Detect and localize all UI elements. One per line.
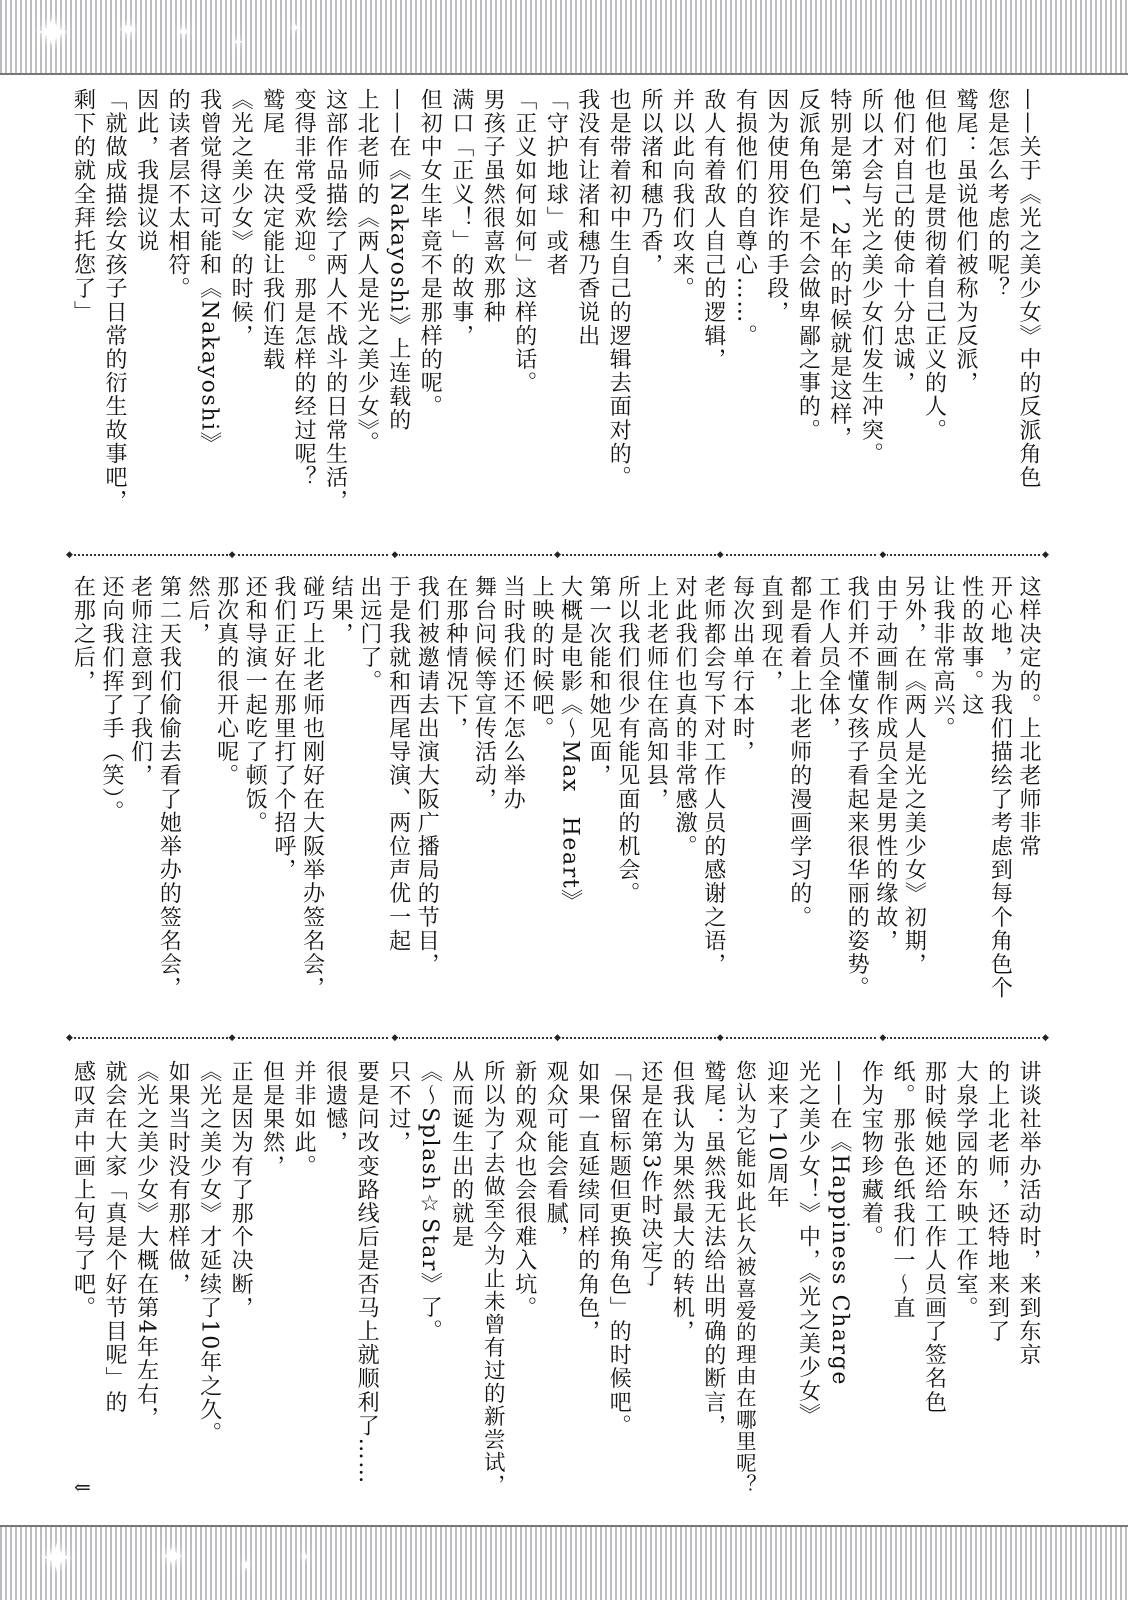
text-column: 大概是电影《～Max Heart》 bbox=[557, 575, 583, 913]
text-column: 都是看着上北老师的漫画学习的。 bbox=[786, 575, 812, 929]
sparkle-icon: ✦ bbox=[232, 35, 244, 51]
text-column: 要是问改变路线后是否马上就顺利了…… bbox=[354, 1060, 380, 1485]
text-column: 我们并不懂女孩子看起来很华丽的姿势。 bbox=[844, 575, 870, 1000]
text-column: 就会在大家「真是个好节目呢」的 bbox=[102, 1060, 128, 1414]
text-column: 的读者层不太相符。 bbox=[165, 88, 191, 301]
text-column: 您是怎么考虑的呢？ bbox=[984, 88, 1010, 301]
text-column: 变得非常受欢迎。那是怎样的经过呢？ bbox=[291, 88, 317, 490]
text-column: 所以我们很少有能见面的机会。 bbox=[614, 575, 640, 906]
text-column: 性的故事。这 bbox=[958, 575, 984, 717]
text-column: 舞台问候等宣传活动， bbox=[471, 575, 497, 811]
sparkle-icon: ✦ bbox=[176, 22, 192, 43]
text-column: 鹫尾：虽说他们被称为反派， bbox=[952, 88, 978, 395]
text-column: 讲谈社举办活动时，来到东京 bbox=[1016, 1060, 1041, 1367]
text-column: 我们正好在那里打了个招呼， bbox=[270, 575, 296, 882]
text-column: 第二天我们偷偷去看了她举办的签名会， bbox=[156, 575, 182, 1000]
text-column: 让我非常高兴。 bbox=[930, 575, 956, 741]
sparkle-icon: ✦ bbox=[300, 1550, 311, 1564]
text-column: 「正义如何如何」这样的话。 bbox=[511, 88, 537, 395]
text-column: 另外，在《两人是光之美少女》初期， bbox=[901, 575, 927, 977]
text-column: 剩下的就全拜托您了」 bbox=[70, 88, 96, 324]
text-column: 男孩子虽然很喜欢那种 bbox=[480, 88, 506, 324]
text-column: 他们对自己的使命十分忠诚， bbox=[889, 88, 915, 395]
text-column: 观众可能会看腻， bbox=[543, 1060, 569, 1249]
text-column: 反派角色们是不会做卑鄙之事的。 bbox=[795, 88, 821, 442]
text-column: 所以才会与光之美少女们发生冲突。 bbox=[858, 88, 884, 466]
section-divider: ◆ ◆ ◆ ◆ ◆ ◆ ◆ bbox=[66, 1032, 1049, 1043]
text-column: 《光之美少女》的时候， bbox=[228, 88, 254, 348]
interview-section-1 bbox=[70, 88, 1040, 542]
text-column: 上北老师住在高知县， bbox=[643, 575, 669, 811]
text-column: 并非如此。 bbox=[291, 1060, 317, 1178]
text-column: 鹫尾 在决定能让我们连载 bbox=[259, 88, 285, 372]
footer-band bbox=[0, 1525, 1128, 1600]
text-column: 老师注意到了我们， bbox=[127, 575, 153, 788]
text-column: 敌人有着敌人自己的逻辑， bbox=[700, 88, 726, 372]
text-column: 满口「正义！」的故事， bbox=[448, 88, 474, 348]
section-divider: ◆ ◆ ◆ ◆ ◆ ◆ ◆ bbox=[66, 549, 1049, 560]
interview-section-2 bbox=[70, 575, 1040, 1015]
text-column: 直到现在， bbox=[758, 575, 784, 693]
text-column: 还是在第3作时决定了 bbox=[637, 1060, 663, 1288]
text-column: 老师都会写下对工作人员的感谢之语， bbox=[700, 575, 726, 977]
text-column: 鹫尾：虽然我无法给出明确的断言， bbox=[700, 1060, 726, 1438]
text-column: 但是果然， bbox=[259, 1060, 285, 1178]
text-column: 并以此向我们攻来。 bbox=[669, 88, 695, 301]
text-column: 因此，我提议说 bbox=[133, 88, 159, 254]
text-column: 在那种情况下， bbox=[442, 575, 468, 741]
text-column: 当时我们还不怎么举办 bbox=[500, 575, 526, 811]
text-column: 这样决定的。上北老师非常 bbox=[1016, 575, 1041, 859]
text-column: 我们被邀请去出演大阪广播局的节目， bbox=[414, 575, 440, 977]
text-column: 作为宝物珍藏着。 bbox=[858, 1060, 884, 1249]
text-column: 在那之后， bbox=[70, 575, 96, 693]
text-column: 出远门了。 bbox=[356, 575, 382, 693]
text-column: 对此我们也真的非常感激。 bbox=[672, 575, 698, 859]
text-column: 碰巧上北老师也刚好在大阪举办签名会， bbox=[299, 575, 325, 1000]
text-column: 也是带着初中生自己的逻辑去面对的。 bbox=[606, 88, 632, 490]
text-column: 但他们也是贯彻着自己正义的人。 bbox=[921, 88, 947, 442]
text-column: 如果一直延续同样的角色， bbox=[574, 1060, 600, 1344]
text-column: 那时候她还给工作人员画了签名色 bbox=[921, 1060, 947, 1414]
text-column: 我没有让渚和穗乃香说出 bbox=[574, 88, 600, 348]
text-column: 由于动画制作成员全是男性的缘故， bbox=[872, 575, 898, 953]
text-column: 大泉学园的东映工作室。 bbox=[952, 1060, 978, 1320]
text-column: 《光之美少女》大概在第4年左右， bbox=[133, 1060, 159, 1430]
text-column: 「守护地球」或者 bbox=[543, 88, 569, 277]
text-column: 如果当时没有那样做， bbox=[165, 1060, 191, 1296]
text-column: 结果， bbox=[328, 575, 354, 646]
text-column: 但初中女生毕竟不是那样的呢。 bbox=[417, 88, 443, 419]
text-column: 感叹声中画上句号了吧。 bbox=[70, 1060, 96, 1320]
text-column: ——在《Happiness Charge bbox=[826, 1060, 852, 1387]
text-column: 第一次能和她见面， bbox=[586, 575, 612, 788]
text-column: 的上北老师，还特地来到了 bbox=[984, 1060, 1010, 1344]
text-column: ——关于《光之美少女》中的反派角色 bbox=[1016, 88, 1041, 490]
text-column: 这部作品描绘了两人不战斗的日常生活， bbox=[322, 88, 348, 513]
text-column: 新的观众也会很难入坑。 bbox=[511, 1060, 537, 1320]
text-column: 我曾觉得这可能和《Nakayoshi》 bbox=[196, 88, 222, 456]
text-column: 所以渚和穗乃香， bbox=[637, 88, 663, 277]
header-band bbox=[0, 0, 1128, 75]
sparkle-icon: ✦ bbox=[118, 16, 139, 44]
text-column: 从而诞生出的就是 bbox=[448, 1060, 474, 1249]
text-column: 上北老师的《两人是光之美少女》。 bbox=[354, 88, 380, 455]
text-column: 纸。那张色纸我们一～直 bbox=[889, 1060, 915, 1320]
text-column: 于是我就和西尾导演、两位声优一起 bbox=[385, 575, 411, 953]
sparkle-icon: ✦ bbox=[40, 1536, 74, 1582]
sparkle-icon: ✦ bbox=[290, 21, 301, 35]
text-column: 上映的时候吧。 bbox=[528, 575, 554, 741]
sparkle-icon: ✦ bbox=[160, 1540, 186, 1575]
text-column: 每次出单行本时， bbox=[729, 575, 755, 764]
text-column: 「就做成描绘女孩子日常的衍生故事吧， bbox=[102, 88, 128, 513]
text-column: 工作人员全体， bbox=[815, 575, 841, 741]
text-column: 所以为了去做至今为止未曾有过的新尝试， bbox=[480, 1060, 506, 1497]
text-column: 开心地，为我们描绘了考虑到每个角色个 bbox=[987, 575, 1013, 1000]
text-column: 还向我们挥了手（笑）。 bbox=[99, 575, 124, 824]
text-column: 那次真的很开心呢。 bbox=[213, 575, 239, 788]
text-column: 只不过， bbox=[385, 1060, 411, 1155]
text-column: 「保留标题但更换角色」的时候吧。 bbox=[606, 1060, 632, 1438]
text-column: 特别是第1、2年的时候就是这样， bbox=[826, 88, 852, 450]
page-turn-arrow-icon: ⇐ bbox=[74, 1475, 91, 1499]
text-column: 《～Splash☆Star》了。 bbox=[417, 1060, 443, 1343]
text-column: 迎来了10周年 bbox=[763, 1060, 789, 1210]
text-column: ——在《Nakayoshi》上连载的 bbox=[385, 88, 411, 432]
text-column: 然后， bbox=[184, 575, 210, 646]
text-column: 正是因为有了那个决断， bbox=[228, 1060, 254, 1320]
text-column: 您认为它能如此长久被喜爱的理由在哪里呢？ bbox=[732, 1060, 757, 1496]
sparkle-icon: ✦ bbox=[240, 1558, 252, 1574]
text-column: 有损他们的自尊心……。 bbox=[732, 88, 758, 348]
text-column: 因为使用狡诈的手段， bbox=[763, 88, 789, 324]
text-column: 很遗憾， bbox=[322, 1060, 348, 1155]
text-column: 光之美少女！》中，《光之美少女》 bbox=[795, 1060, 821, 1427]
interview-section-3 bbox=[70, 1060, 1040, 1500]
text-column: 《光之美少女》才延续了10年之久。 bbox=[196, 1060, 222, 1446]
sparkle-icon: ✦ bbox=[34, 8, 71, 59]
text-column: 但我认为果然最大的转机， bbox=[669, 1060, 695, 1344]
text-column: 还和导演一起吃了顿饭。 bbox=[242, 575, 268, 835]
